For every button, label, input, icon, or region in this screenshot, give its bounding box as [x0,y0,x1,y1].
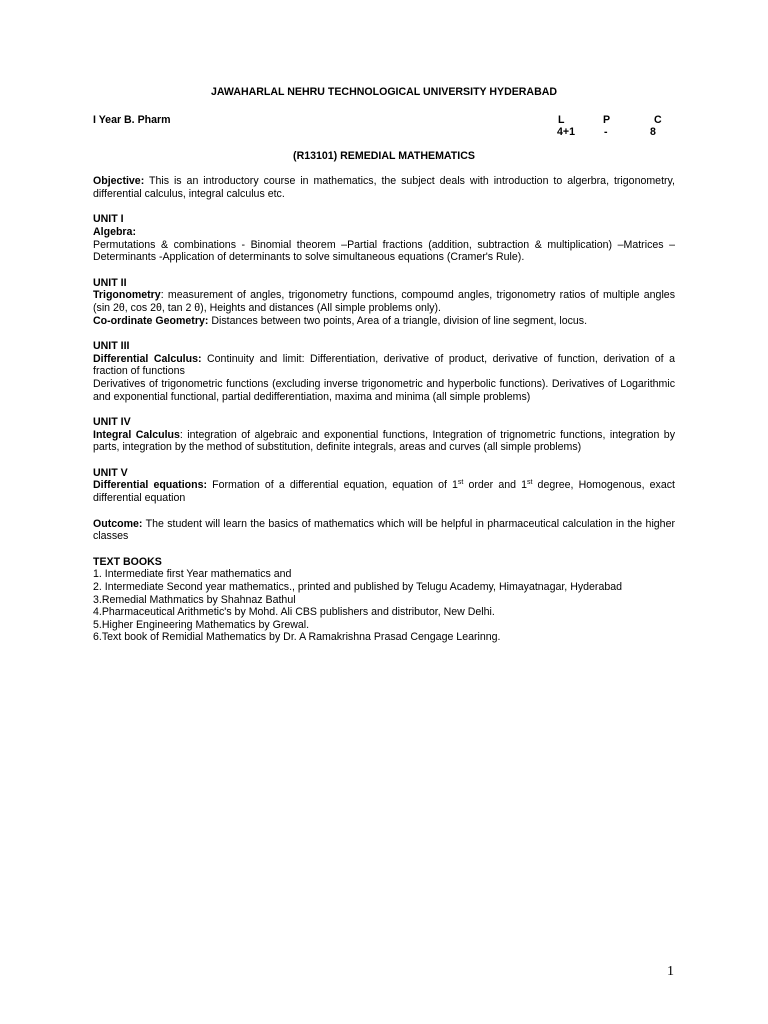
course-year: I Year B. Pharm [93,113,171,126]
unit-5 [93,467,675,505]
unit-topic-secondary: Co-ordinate Geometry: [93,314,209,327]
unit-body-extra: Derivatives of trigonometric functions (excluding inverse trigonometric and hyperbolic functions). Derivatives of Logarithmic and exponential functional, partial dedifferentiation, maxima and minima (all simple problems) [93,377,675,403]
practical-hours-column [603,114,610,139]
outcome-label: Outcome: [93,517,143,530]
objective-label: Objective: [93,175,145,188]
unit-text-secondary: Distances between two points, Area of a triangle, division of line segment, locus. [208,314,588,327]
unit-body-secondary [93,315,675,328]
ordinal-suffix: st [527,479,533,487]
lecture-header: L [558,113,565,126]
unit-topic: Integral Calculus [93,428,180,441]
lecture-value: 4+1 [557,126,575,139]
unit-text-b: order and 1 [463,479,527,492]
unit-title: UNIT II [93,276,127,289]
unit-body [93,353,675,378]
textbooks-section [93,556,675,644]
unit-title: UNIT IV [93,416,131,429]
unit-title: UNIT V [93,466,128,479]
unit-topic: Differential Calculus: [93,352,202,365]
unit-text: : integration of algebraic and exponential functions, Integration of trignometric functions, integration by parts, integration by the method of substitution, definite integrals, areas and curves (all simple problems) [93,428,675,454]
unit-1 [93,213,675,263]
textbook-item: 1. Intermediate first Year mathematics and [93,568,292,581]
credits-header: C [654,113,662,126]
unit-topic: Algebra: [93,225,136,238]
textbook-item: 4.Pharmaceutical Arithmetic's by Mohd. Ali CBS publishers and distributor, New Delhi. [93,606,495,619]
textbook-item: 2. Intermediate Second year mathematics., printed and published by Telugu Academy, Himayatnagar, Hyderabad [93,581,623,594]
university-title: JAWAHARLAL NEHRU TECHNOLOGICAL UNIVERSITY HYDERABAD [210,86,558,98]
unit-2 [93,277,675,327]
unit-topic: Differential equations: [93,479,207,492]
textbook-item: 6.Text book of Remidial Mathematics by Dr. A Ramakrishna Prasad Cengage Learinng. [93,631,501,644]
outcome-text: The student will learn the basics of mathematics which will be helpful in pharmaceutical calculation in the higher classes [93,517,675,543]
practical-header: P [603,113,611,126]
unit-4 [93,416,675,454]
unit-body [93,479,675,504]
unit-text-a: Formation of a differential equation, equation of 1 [207,479,458,492]
unit-title: UNIT I [93,213,124,226]
outcome-paragraph [93,518,675,543]
unit-body [93,289,675,314]
unit-text: : measurement of angles, trigonometry functions, compoumd angles, trigonometry ratios of multiple angles (sin 2θ, cos 2θ, tan 2 θ), Heights and distances (All simple problems only). [93,289,675,314]
practical-value: - [604,126,608,139]
unit-body [93,429,675,454]
page-number: 1 [667,964,674,979]
unit-3 [93,340,675,403]
unit-topic: Trigonometry [93,289,161,302]
course-info-row [93,114,675,140]
document-page [93,86,675,644]
unit-title: UNIT III [93,340,130,353]
ordinal-suffix: st [457,479,464,487]
credits-value: 8 [650,126,656,139]
credits-column [649,114,662,139]
textbook-item: 5.Higher Engineering Mathematics by Grewal. [93,618,310,631]
objective-text: This is an introductory course in mathematics, the subject deals with introduction to algerbra, trigonometry, differential calculus, integral calculus etc. [93,175,675,200]
objective-paragraph [93,175,675,200]
lecture-hours-column [557,114,575,139]
unit-text-c: degree, Homogenous, exact differential equation [93,479,675,505]
textbook-item: 3.Remedial Mathmatics by Shahnaz Bathul [93,593,296,606]
unit-body: Permutations & combinations - Binomial theorem –Partial fractions (addition, subtraction & multiplication) –Matrices –Determinants -Application of determinants to solve simultaneous equations (Cramer's Rule). [93,238,675,264]
unit-text: Continuity and limit: Differentiation, derivative of product, derivative of function, derivation of a fraction of functions [93,352,675,378]
subject-title: (R13101) REMEDIAL MATHEMATICS [293,149,475,162]
textbooks-title: TEXT BOOKS [93,555,162,568]
